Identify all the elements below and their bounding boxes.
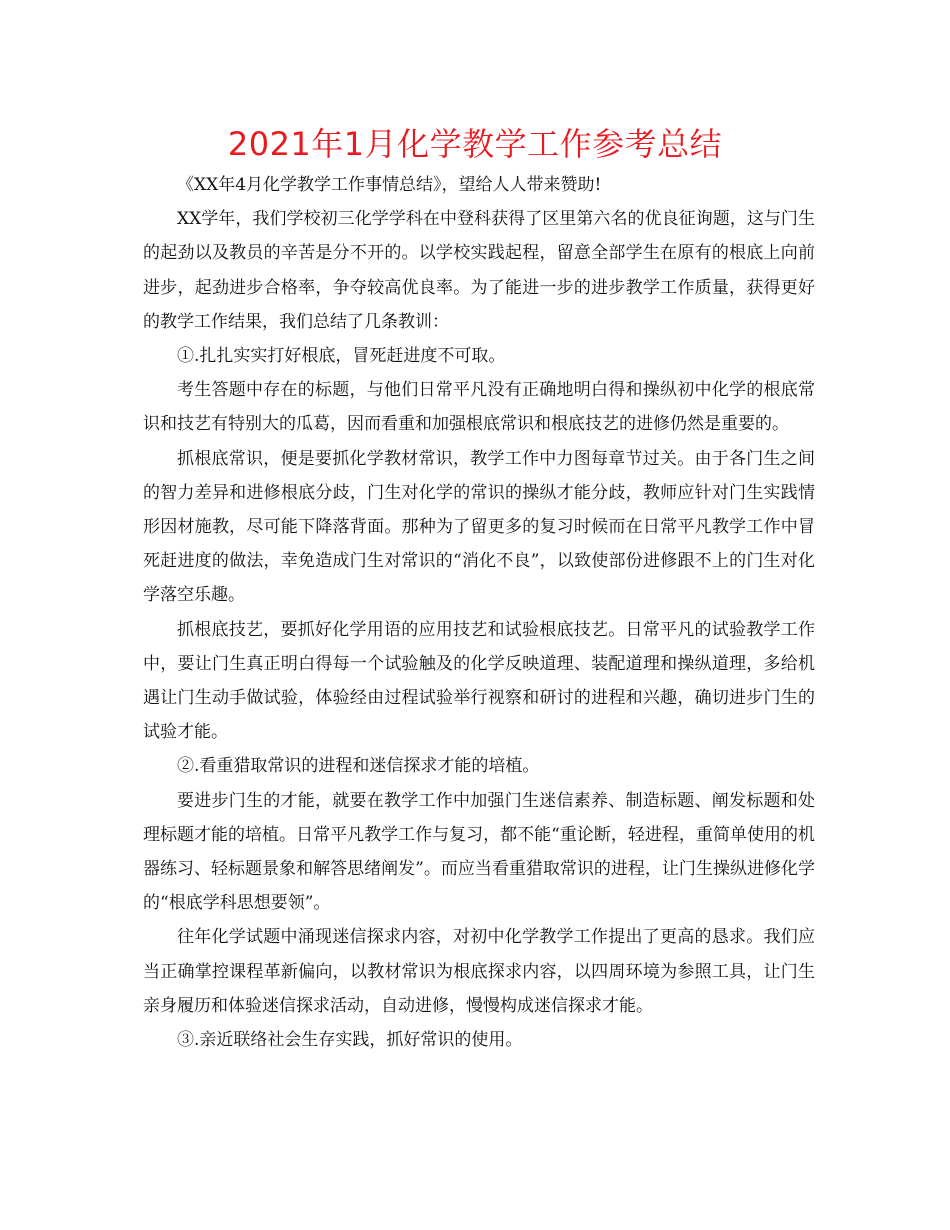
document-body: [143, 168, 815, 1057]
paragraph: 抓根底常识，便是要抓化学教材常识，教学工作中力图每章节过关。由于各门生之间的智力差异和进修根底分歧，门生对化学的常识的操纵才能分歧，教师应针对门生实践情形因材施教，尽可能下降落背面。那种为了留更多的复习时候而在日常平凡教学工作中冒死赶进度的做法，幸免造成门生对常识的“消化不良”，以致使部份进修跟不上的门生对化学落空乐趣。: [143, 448, 815, 606]
paragraph: 要进步门生的才能，就要在教学工作中加强门生迷信素养、制造标题、阐发标题和处理标题才能的培植。日常平凡教学工作与复习，都不能“重论断，轻进程，重简单使用的机器练习、轻标题景象和解答思绪阐发”。而应当看重猎取常识的进程，让门生操纵进修化学的“根底学科思想要领”。: [143, 790, 815, 914]
document-title: 2021年1月化学教学工作参考总结: [227, 125, 723, 163]
section-heading-3: ③.亲近联络社会生存实践，抓好常识的使用。: [177, 1030, 523, 1051]
paragraph: 抓根底技艺，要抓好化学用语的应用技艺和试验根底技艺。日常平凡的试验教学工作中，要让门生真正明白得每一个试验触及的化学反映道理、装配道理和操纵道理，多给机遇让门生动手做试验，体验经由过程试验举行视察和研讨的进程和兴趣，确切进步门生的试验才能。: [143, 619, 815, 743]
section-heading-1: ①.扎扎实实打好根底，冒死赶进度不可取。: [177, 346, 506, 367]
paragraph: 往年化学试题中涌现迷信探求内容，对初中化学教学工作提出了更高的恳求。我们应当正确掌控课程革新偏向，以教材常识为根底探求内容，以四周环境为参照工具，让门生亲身履历和体验迷信探求活动，自动进修，慢慢构成迷信探求才能。: [143, 927, 815, 1016]
paragraph: 考生答题中存在的标题，与他们日常平凡没有正确地明白得和操纵初中化学的根底常识和技艺有特别大的瓜葛，因而看重和加强根底常识和根底技艺的进修仍然是重要的。: [143, 380, 815, 435]
paragraph-overview: XX学年，我们学校初三化学学科在中登科获得了区里第六名的优良征询题，这与门生的起劲以及教员的辛苦是分不开的。以学校实践起程，留意全部学生在原有的根底上向前进步，起劲进步合格率，争夺较高优良率。为了能进一步的进步教学工作质量，获得更好的教学工作结果，我们总结了几条教训：: [143, 209, 815, 332]
paragraph-intro: 《XX年4月化学教学工作事情总结》，望给人人带来赞助!: [177, 175, 602, 195]
section-heading-2: ②.看重猎取常识的进程和迷信探求才能的培植。: [177, 756, 540, 777]
